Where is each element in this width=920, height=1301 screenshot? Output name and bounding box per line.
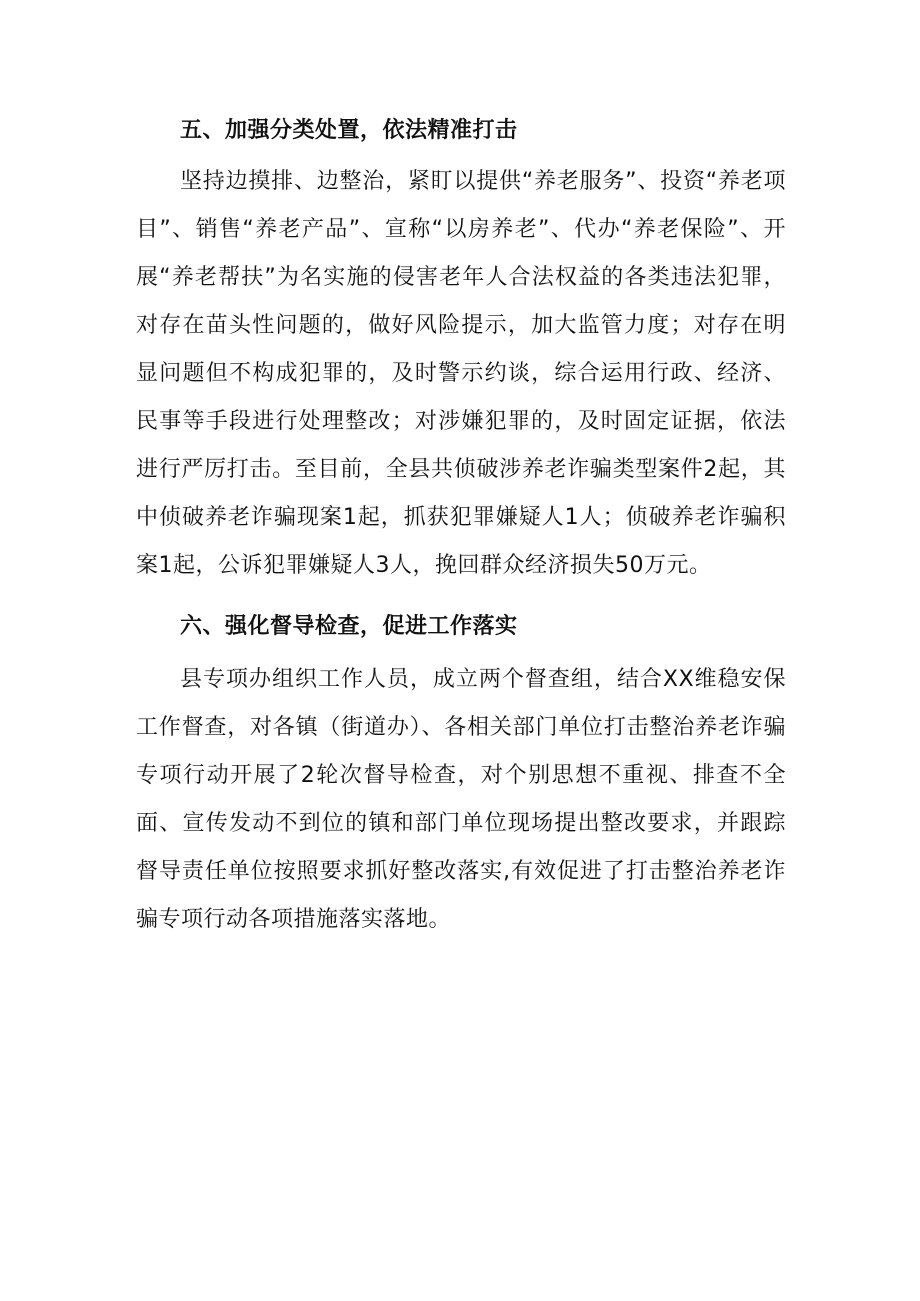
section-paragraph-6: 县专项办组织工作人员，成立两个督查组，结合XX维稳安保工作督查，对各镇（街道办）、各相关部门单位打击整治养老诈骗专项行动开展了2轮次督导检查，对个别思想不重视、排查不全面、宣传发动不到位的镇和部门单位现场提出整改要求，并跟踪督导责任单位按照要求抓好整改落实,有效促进了打击整治养老诈骗专项行动各项措施落实落地。	[136, 667, 786, 932]
section-heading-6: 六、强化督导检查，促进工作落实	[180, 614, 518, 639]
section-heading-5: 五、加强分类处置，依法精准打击	[180, 118, 518, 143]
section-paragraph-5: 坚持边摸排、边整治，紧盯以提供“养老服务”、投资“养老项目”、销售“养老产品”、宣称“以房养老”、代办“养老保险”、开展“养老帮扶”为名实施的侵害老年人合法权益的各类违法犯罪，对存在苗头性问题的，做好风险提示，加大监管力度；对存在明显问题但不构成犯罪的，及时警示约谈，综合运用行政、经济、民事等手段进行处理整改；对涉嫌犯罪的，及时固定证据，依法进行严厉打击。至目前，全县共侦破涉养老诈骗类型案件2起，其中侦破养老诈骗现案1起，抓获犯罪嫌疑人1人；侦破养老诈骗积案1起，公诉犯罪嫌疑人3人，挽回群众经济损失50万元。	[136, 169, 786, 578]
